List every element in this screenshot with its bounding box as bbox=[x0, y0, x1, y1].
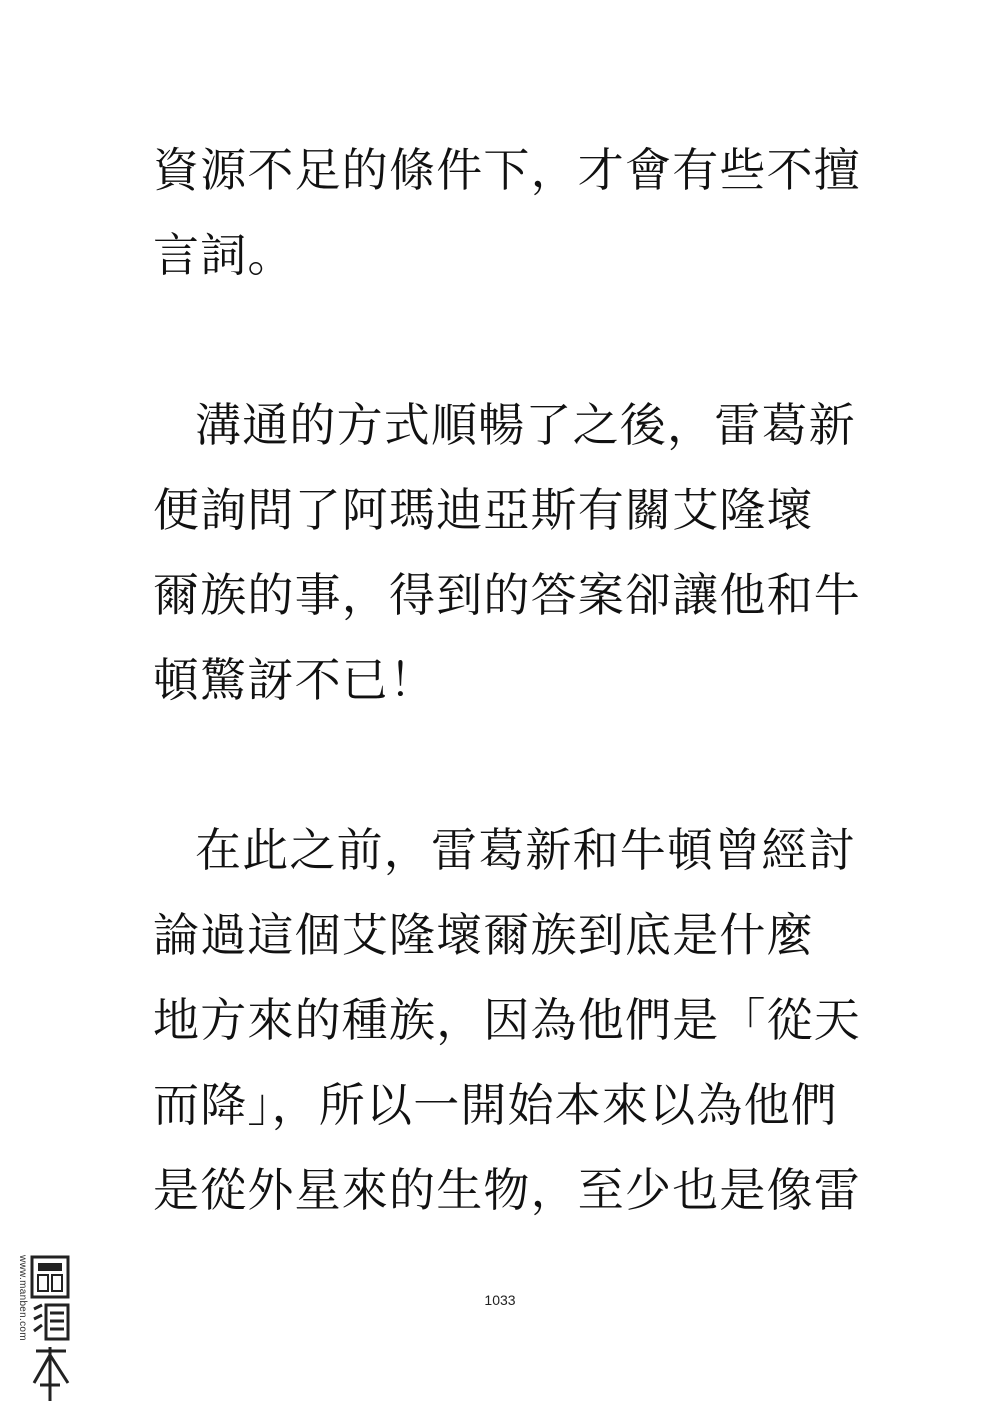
text-line: 是從外星來的生物，至少也是像雷 bbox=[153, 1163, 861, 1217]
paragraph-3 bbox=[153, 808, 873, 1233]
text-line: 言詞。 bbox=[153, 228, 295, 282]
site-logo-icon bbox=[30, 1255, 72, 1405]
text-line: 在此之前，雷葛新和牛頓曾經討 bbox=[195, 823, 856, 877]
site-watermark bbox=[8, 1255, 72, 1407]
text-line: 地方來的種族，因為他們是「從天 bbox=[153, 993, 861, 1047]
paragraph-gap bbox=[153, 723, 873, 808]
body-text bbox=[153, 128, 873, 1233]
paragraph-gap bbox=[153, 298, 873, 383]
text-line: 溝通的方式順暢了之後，雷葛新 bbox=[195, 398, 856, 452]
paragraph-1 bbox=[153, 128, 873, 298]
page-number: 1033 bbox=[484, 1292, 516, 1308]
text-line: 便詢問了阿瑪迪亞斯有關艾隆壞 bbox=[153, 483, 814, 537]
text-line: 爾族的事，得到的答案卻讓他和牛 bbox=[153, 568, 861, 622]
text-line: 資源不足的條件下，才會有些不擅 bbox=[153, 143, 861, 197]
text-line: 頓驚訝不已！ bbox=[153, 653, 437, 707]
watermark-url: www.manben.com bbox=[17, 1255, 28, 1341]
paragraph-2 bbox=[153, 383, 873, 723]
text-line: 而降」，所以一開始本來以為他們 bbox=[153, 1078, 838, 1132]
text-line: 論過這個艾隆壞爾族到底是什麼 bbox=[153, 908, 814, 962]
